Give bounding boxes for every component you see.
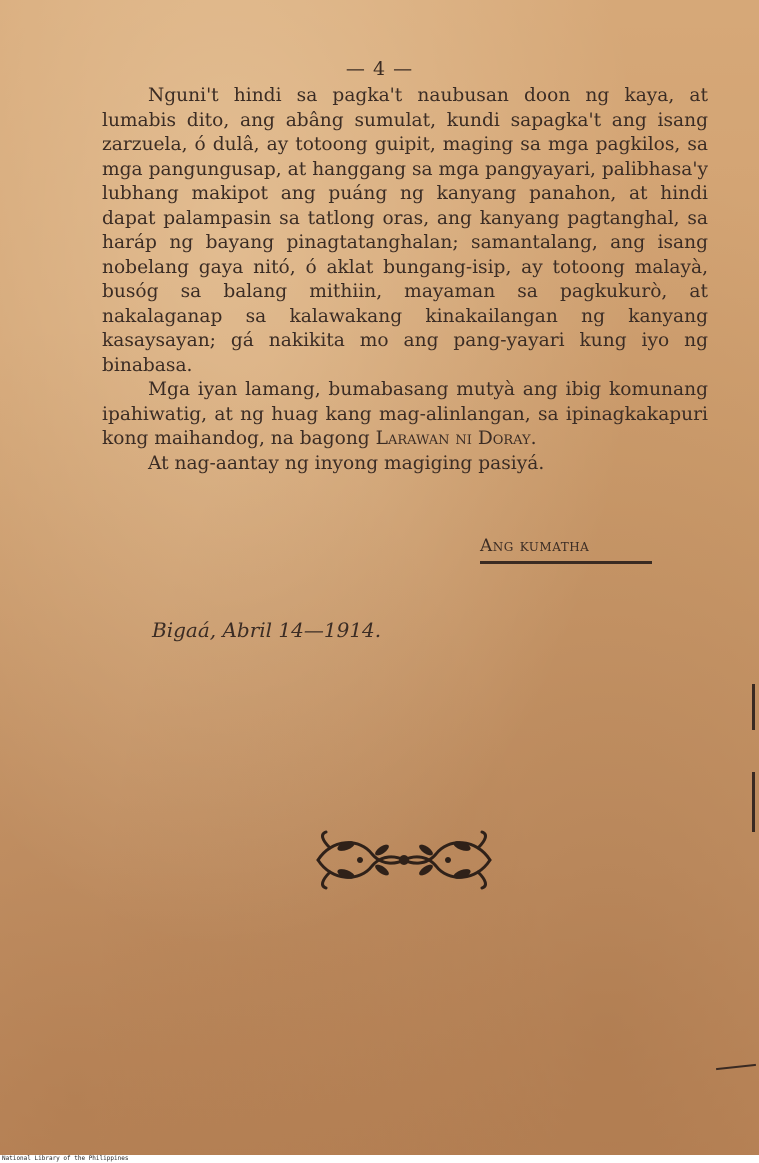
body-text — [102, 84, 708, 476]
floral-ornament-icon — [312, 828, 496, 892]
author-signature: Ang kumatha — [480, 536, 652, 564]
paragraph-2-text: Mga iyan lamang, bumabasang mutyà ang ibig komunang ipahiwatig, at ng huag kang mag-alinlangan, sa ipinagkakapuri kong maihandog, na bagong — [102, 379, 708, 449]
page-edge-mark — [752, 772, 755, 832]
page-number: — 4 — — [345, 58, 414, 80]
paragraph-2-end: . — [530, 428, 537, 449]
library-credit: National Library of the Philippines — [0, 1155, 759, 1163]
paragraph-2 — [102, 378, 708, 452]
page-edge-mark — [752, 684, 755, 730]
paragraph-3: At nag-aantay ng inyong magiging pasiyá. — [148, 452, 545, 474]
page-edge-mark — [716, 1064, 756, 1070]
paragraph-1: Nguni't hindi sa pagka't naubusan doon ng kaya, at lumabis dito, ang abâng sumulat, kundi sapagka't ang isang zarzuela, ó dulâ, ay totoong guipit, maging sa mga pagkilos, sa mga pangungusap, at hanggang sa mga pangyayari, palibhasa'y lubhang makipot ang puáng ng kanyang panahon, at hindi dapat palampasin sa tatlong oras, ang kanyang pagtanghal, sa haráp ng bayang pinagtatanghalan; samantalang, ang isang nobelang gaya nitó, ó aklat bungang-isip, ay totoong malayà, busóg sa balang mithiin, mayaman sa pagkukurò, at nakalaganap sa kalawakang kinakailangan ng kanyang kasaysayan; gá nakikita mo ang pang-yayari kung iyo ng binabasa. — [102, 85, 708, 376]
dateline: Bigaá, Abril 14—1914. — [152, 618, 382, 642]
novel-title: Larawan ni Doray — [375, 428, 531, 449]
